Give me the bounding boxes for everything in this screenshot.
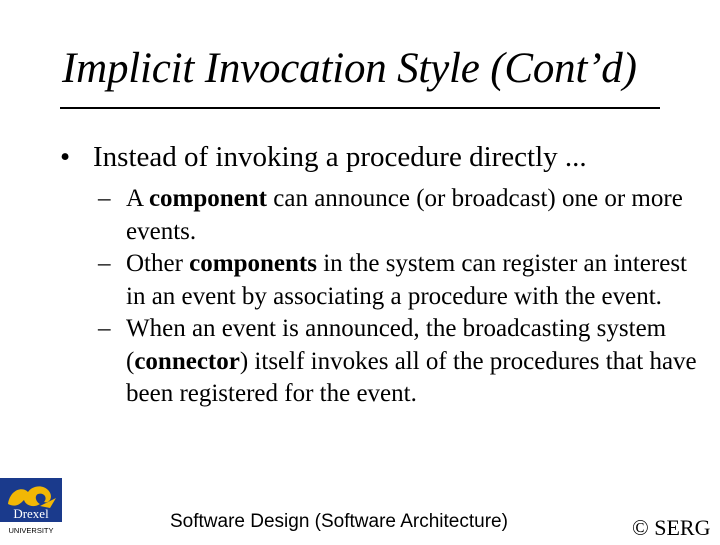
sub-bullet-3-bold: connector bbox=[134, 347, 240, 375]
footer-course: Software Design (Software Architecture) bbox=[170, 511, 508, 532]
logo-sub: UNIVERSITY bbox=[8, 526, 54, 535]
footer-copyright: © SERG bbox=[632, 515, 711, 540]
bullet-marker: • bbox=[60, 141, 71, 173]
sub-bullet-1 bbox=[98, 183, 698, 248]
sub-bullet-3-post: ) itself invokes all of the procedures that have been registered for the event. bbox=[126, 347, 697, 407]
dash-marker: – bbox=[98, 185, 111, 212]
slide-title: Implicit Invocation Style (Cont’d) bbox=[62, 45, 637, 92]
dash-marker: – bbox=[98, 315, 111, 342]
sub-bullet-3 bbox=[98, 313, 698, 411]
dash-marker: – bbox=[98, 250, 111, 277]
sub-bullet-1-bold: component bbox=[148, 185, 267, 212]
sub-bullet-2-pre: Other bbox=[126, 250, 190, 277]
sub-bullet-2 bbox=[98, 248, 698, 313]
main-bullet bbox=[60, 141, 587, 174]
dragon-icon bbox=[0, 478, 62, 540]
sub-bullet-1-pre: A bbox=[126, 185, 149, 212]
title-divider bbox=[60, 107, 660, 109]
sub-bullet-list bbox=[98, 183, 698, 411]
sub-bullet-2-post: in the system can register an interest in an event by associating a procedure with the event. bbox=[126, 250, 687, 310]
sub-bullet-1-post: can announce (or broadcast) one or more events. bbox=[126, 185, 683, 245]
logo-name: Drexel bbox=[13, 506, 49, 521]
sub-bullet-3-pre: When an event is announced, the broadcasting system ( bbox=[126, 315, 667, 375]
main-bullet-text: Instead of invoking a procedure directly ... bbox=[93, 141, 587, 173]
drexel-logo bbox=[0, 478, 62, 540]
sub-bullet-2-bold: components bbox=[189, 250, 317, 277]
